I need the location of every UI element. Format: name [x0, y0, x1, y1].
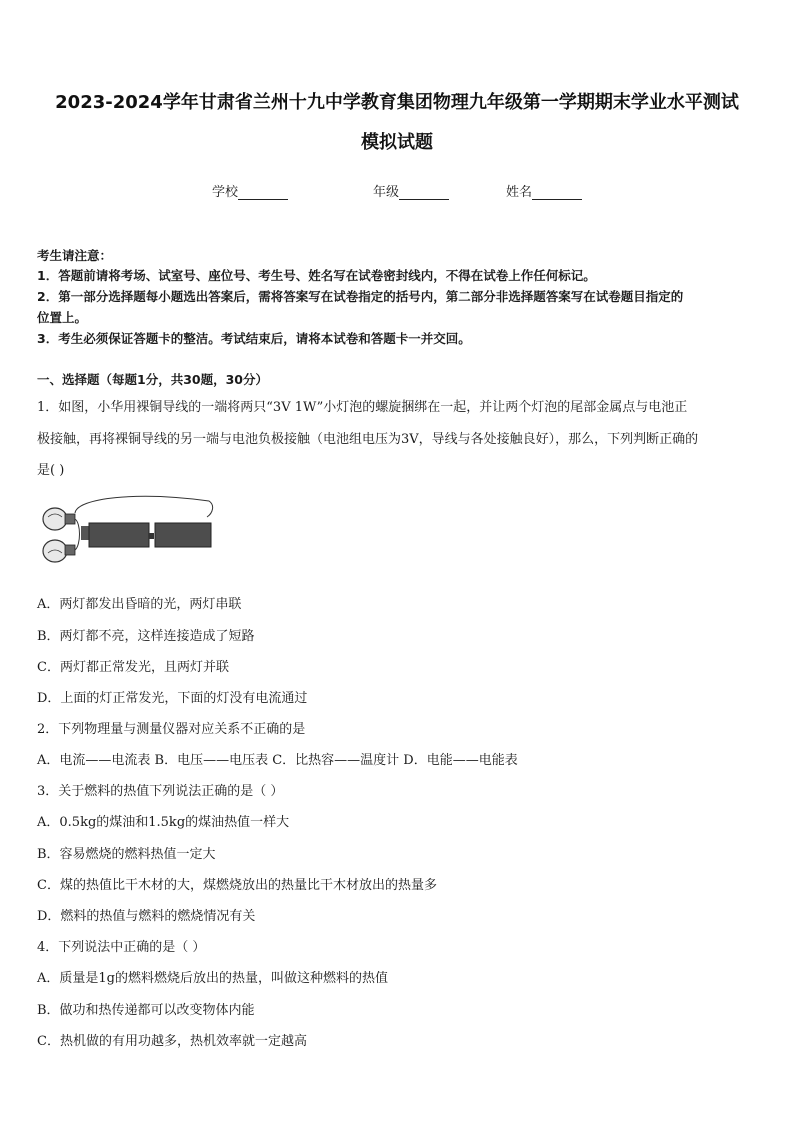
option-b: B．做功和热传递都可以改变物体内能 — [37, 1003, 255, 1018]
notice-item: 位置上。 — [37, 310, 88, 325]
option-b: B．两灯都不亮，这样连接造成了短路 — [37, 629, 255, 644]
school-blank — [238, 185, 288, 200]
question-1-stem: 极接触，再将裸铜导线的另一端与电池负极接触（电池组电压为3V，导线与各处接触良好），那么，下列判断正确的 — [37, 432, 699, 447]
notice-item: 1．答题前请将考场、试室号、座位号、考生号、姓名写在试卷密封线内，不得在试卷上作任何标记。 — [37, 268, 596, 283]
option-a: A．质量是1g的燃料燃烧后放出的热量，叫做这种燃料的热值 — [37, 971, 388, 986]
option-c: C．热机做的有用功越多，热机效率就一定越高 — [37, 1034, 307, 1049]
name-label: 姓名 — [506, 185, 533, 200]
section-heading: 一、选择题（每题1分，共30题，30分） — [37, 372, 268, 387]
grade-field — [373, 181, 449, 200]
grade-blank — [399, 185, 449, 200]
question-1-stem: 是( ) — [37, 463, 65, 478]
page-title-continued: 模拟试题 — [361, 132, 433, 153]
school-label: 学校 — [212, 185, 239, 200]
option-a: A．0.5kg的煤油和1.5kg的煤油热值一样大 — [37, 815, 290, 830]
option-b: B．容易燃烧的燃料热值一定大 — [37, 847, 216, 862]
question-3-stem: 3．关于燃料的热值下列说法正确的是（ ） — [37, 784, 284, 799]
notice-item: 3．考生必须保证答题卡的整洁。考试结束后，请将本试卷和答题卡一并交回。 — [37, 331, 471, 346]
question-2-stem: 2．下列物理量与测量仪器对应关系不正确的是 — [37, 722, 306, 737]
question-4-stem: 4．下列说法中正确的是（ ） — [37, 940, 206, 955]
name-field — [506, 181, 582, 200]
option-c: C．煤的热值比干木材的大，煤燃烧放出的热量比干木材放出的热量多 — [37, 878, 437, 893]
grade-label: 年级 — [373, 185, 400, 200]
question-2-options: A．电流——电流表 B．电压——电压表 C．比热容——温度计 D．电能——电能表 — [37, 753, 518, 768]
notice-heading: 考生请注意： — [37, 248, 113, 263]
school-field — [212, 181, 288, 200]
option-a: A．两灯都发出昏暗的光，两灯串联 — [37, 597, 242, 612]
page-title: 2023-2024学年甘肃省兰州十九中学教育集团物理九年级第一学期期末学业水平测试 — [55, 92, 739, 113]
option-d: D．燃料的热值与燃料的燃烧情况有关 — [37, 909, 256, 924]
option-d: D．上面的灯正常发光，下面的灯没有电流通过 — [37, 691, 308, 706]
option-c: C．两灯都正常发光，且两灯并联 — [37, 660, 229, 675]
name-blank — [532, 185, 582, 200]
notice-item: 2．第一部分选择题每小题选出答案后，需将答案写在试卷指定的括号内，第二部分非选择题答案写在试卷题目指定的 — [37, 289, 684, 304]
question-1-stem: 1．如图，小华用裸铜导线的一端将两只“3V 1W”小灯泡的螺旋捆绑在一起，并让两个灯泡的尾部金属点与电池正 — [37, 400, 688, 415]
bulbs-battery-figure — [37, 493, 217, 575]
